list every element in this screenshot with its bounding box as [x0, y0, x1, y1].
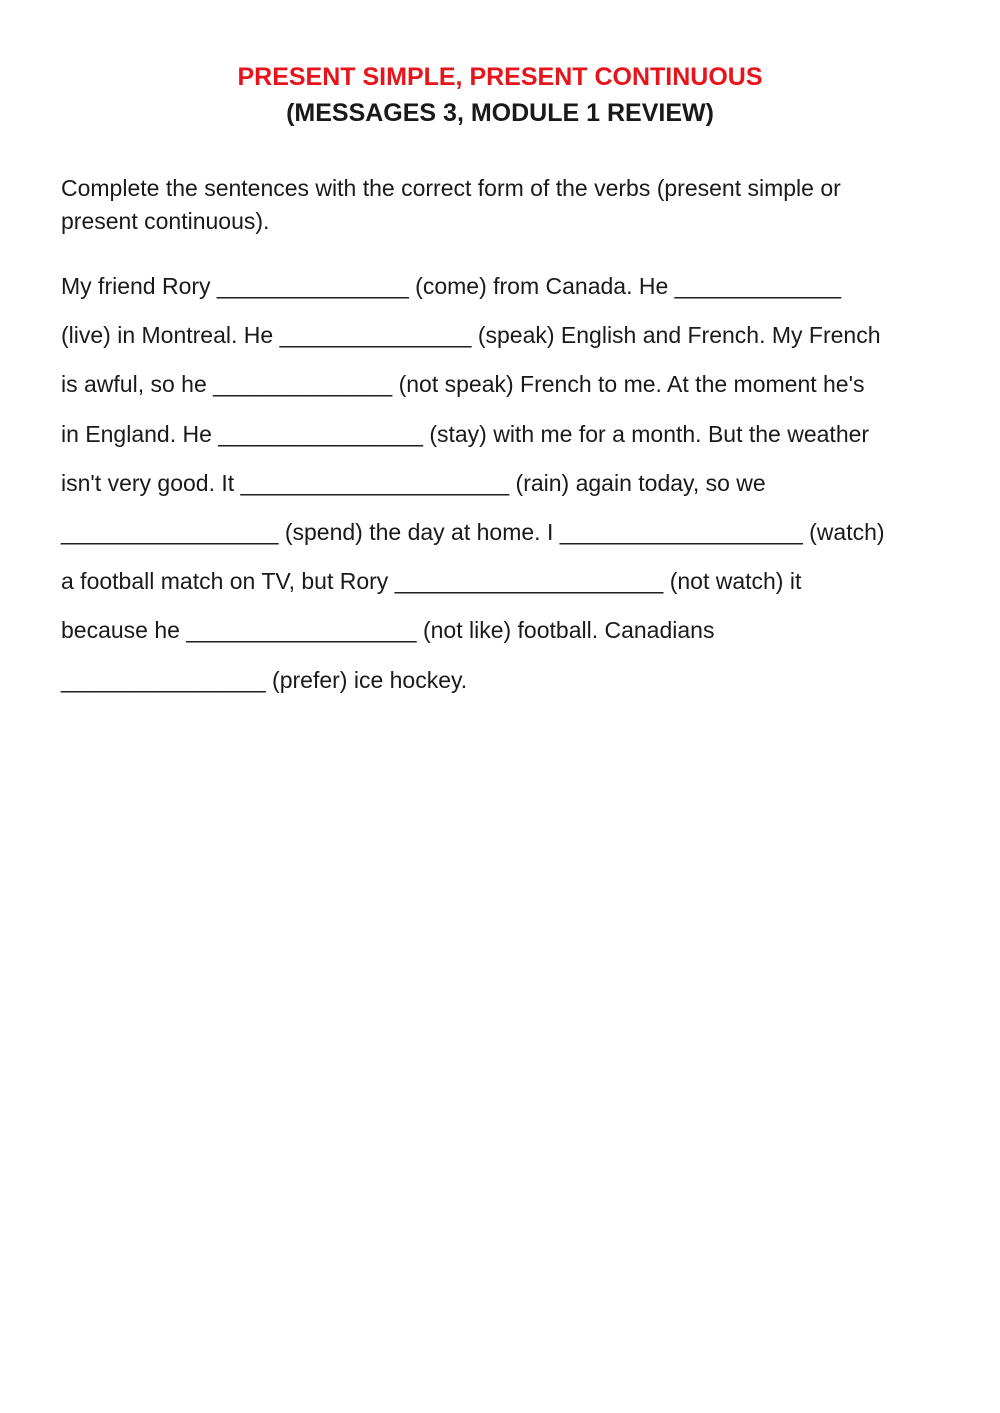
exercise-line-4: in England. He ________________ (stay) with me for a month. But the weather	[61, 420, 870, 447]
instructions	[61, 172, 941, 238]
exercise-line-5: isn't very good. It _____________________ (rain) again today, so we	[61, 469, 766, 496]
exercise-line-3: is awful, so he ______________ (not speak) French to me. At the moment he's	[61, 371, 865, 398]
exercise-line-1: My friend Rory _______________ (come) from Canada. He _____________	[61, 273, 841, 299]
instructions-line-1: Complete the sentences with the correct form of the verbs (present simple or	[61, 175, 841, 201]
exercise-line-8: because he __________________ (not like) football. Canadians	[61, 617, 715, 644]
exercise-text	[61, 270, 941, 713]
instructions-line-2: present continuous).	[61, 208, 270, 234]
page-title: PRESENT SIMPLE, PRESENT CONTINUOUS	[237, 63, 763, 91]
exercise-line-6: _________________ (spend) the day at home. I ___________________ (watch)	[61, 518, 885, 545]
exercise-line-7: a football match on TV, but Rory _____________________ (not watch) it	[61, 568, 802, 595]
exercise-line-2: (live) in Montreal. He _______________ (speak) English and French. My French	[61, 322, 881, 349]
page-subtitle: (MESSAGES 3, MODULE 1 REVIEW)	[286, 99, 714, 127]
exercise-line-9: ________________ (prefer) ice hockey.	[61, 666, 468, 693]
